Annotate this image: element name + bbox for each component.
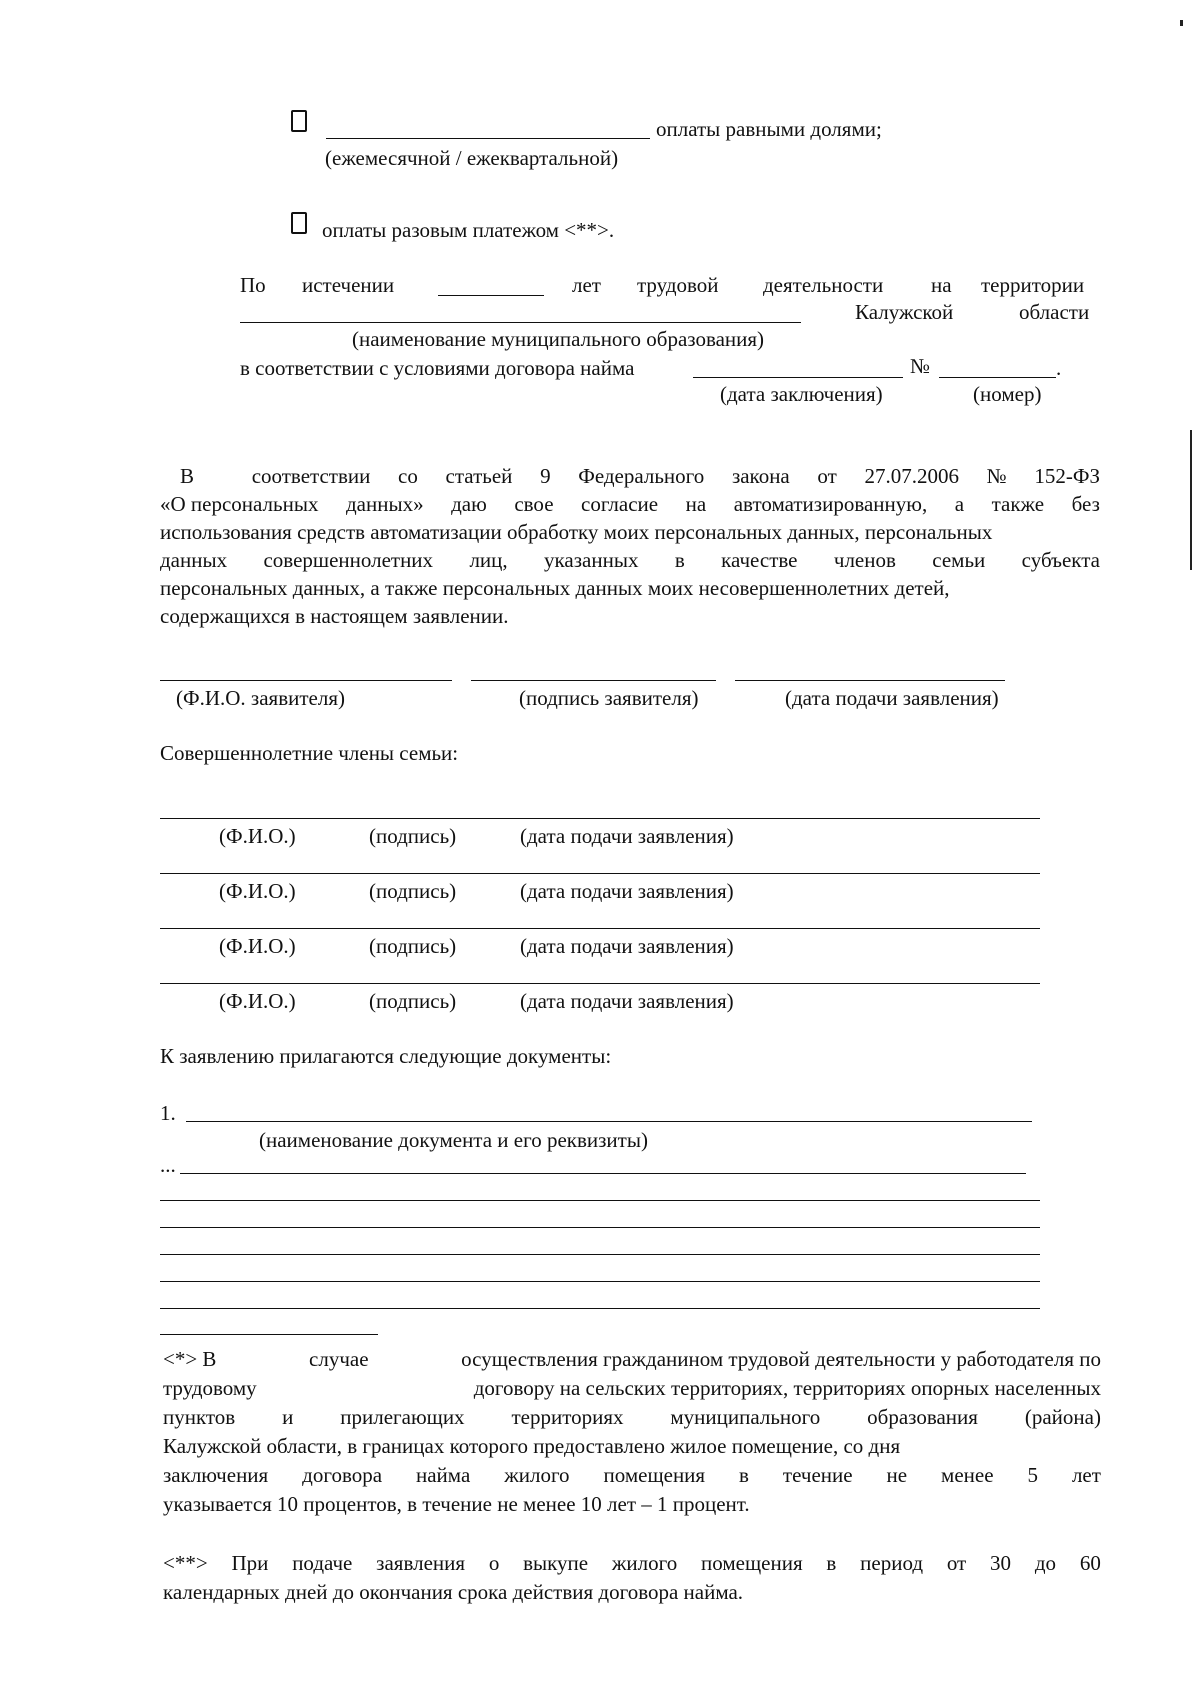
attachment-1-hint: (наименование документа и его реквизиты) <box>259 1128 648 1152</box>
term-word-oblasti: области <box>1019 300 1090 324</box>
footnote-1-line-4: Калужской области, в границах которого предоставлено жилое помещение, со дня <box>163 1434 901 1458</box>
term-word-trudovoy: трудовой <box>637 273 719 297</box>
footnote-1-line-1: <*> В случае осуществления гражданином трудовой деятельности у работодателя по <box>163 1347 1101 1371</box>
scan-dot-mark <box>1180 20 1183 26</box>
term-word-kaluzhskoy: Калужской <box>855 300 954 324</box>
attachment-field[interactable] <box>160 1308 1040 1309</box>
family-member-line[interactable] <box>160 818 1040 819</box>
footnote-1-line-6: указывается 10 процентов, в течение не менее 10 лет – 1 процент. <box>163 1492 750 1516</box>
contract-number-field[interactable] <box>939 377 1056 378</box>
family-sign-label: (подпись) <box>369 824 457 848</box>
footnote-1-line-3: пунктов и прилегающих территориях муниципального образования (района) <box>163 1405 1101 1429</box>
attachment-field[interactable] <box>160 1281 1040 1282</box>
family-sign-label: (подпись) <box>369 934 457 958</box>
family-sign-label: (подпись) <box>369 879 457 903</box>
attachment-ellipsis: ... <box>160 1153 176 1177</box>
attachment-field[interactable] <box>160 1200 1040 1201</box>
footnote-1-line-2: трудовому договору на сельских территориях, территориях опорных населенных <box>163 1376 1101 1400</box>
consent-line-1: В соответствии со статьей 9 Федерального закона от 27.07.2006 № 152-ФЗ <box>180 464 1100 488</box>
applicant-signature-field[interactable] <box>471 680 716 681</box>
scan-margin-mark <box>1190 430 1192 570</box>
contract-text: в соответствии с условиями договора найма <box>240 356 635 380</box>
consent-line-3: использования средств автоматизации обработку моих персональных данных, персональных <box>160 520 993 544</box>
payment-lump-sum-checkbox[interactable] <box>291 212 307 234</box>
attachment-field[interactable] <box>160 1227 1040 1228</box>
family-date-label: (дата подачи заявления) <box>520 824 734 848</box>
attachment-1-number: 1. <box>160 1101 176 1125</box>
family-fio-label: (Ф.И.О.) <box>219 934 296 958</box>
term-word-na: на <box>931 273 952 297</box>
applicant-date-label: (дата подачи заявления) <box>785 686 999 710</box>
municipality-hint: (наименование муниципального образования) <box>352 327 765 351</box>
attachment-field[interactable] <box>160 1254 1040 1255</box>
applicant-signature-label: (подпись заявителя) <box>519 686 699 710</box>
payment-installments-checkbox[interactable] <box>291 110 307 132</box>
family-fio-label: (Ф.И.О.) <box>219 824 296 848</box>
footnote-2-line-1: <**> При подаче заявления о выкупе жилого помещения в период от 30 до 60 <box>163 1551 1101 1575</box>
family-sign-label: (подпись) <box>369 989 457 1013</box>
consent-line-5: персональных данных, а также персональных данных моих несовершеннолетних детей, <box>160 576 950 600</box>
applicant-date-field[interactable] <box>735 680 1005 681</box>
municipality-name-field[interactable] <box>240 322 801 323</box>
footnote-2-line-2: календарных дней до окончания срока действия договора найма. <box>163 1580 744 1604</box>
family-member-line[interactable] <box>160 873 1040 874</box>
family-date-label: (дата подачи заявления) <box>520 934 734 958</box>
payment-lump-sum-label: оплаты разовым платежом <**>. <box>322 218 615 242</box>
consent-line-2: «О персональных данных» даю свое согласие на автоматизированную, а также без <box>160 492 1100 516</box>
attachments-title: К заявлению прилагаются следующие документы: <box>160 1044 612 1068</box>
years-count-field[interactable] <box>438 295 544 296</box>
attachment-field[interactable] <box>180 1173 1026 1174</box>
consent-line-6: содержащихся в настоящем заявлении. <box>160 604 509 628</box>
footnote-separator <box>160 1334 378 1335</box>
family-member-line[interactable] <box>160 928 1040 929</box>
installments-period-field[interactable] <box>326 138 650 139</box>
contract-date-hint: (дата заключения) <box>720 382 883 406</box>
attachment-1-field[interactable] <box>186 1121 1032 1122</box>
family-fio-label: (Ф.И.О.) <box>219 879 296 903</box>
family-date-label: (дата подачи заявления) <box>520 879 734 903</box>
applicant-fio-field[interactable] <box>160 680 452 681</box>
payment-installments-label: оплаты равными долями; <box>656 117 882 141</box>
applicant-fio-label: (Ф.И.О. заявителя) <box>176 686 345 710</box>
footnote-1-line-5: заключения договора найма жилого помещения в течение не менее 5 лет <box>163 1463 1101 1487</box>
term-word-istechenii: истечении <box>302 273 395 297</box>
family-fio-label: (Ф.И.О.) <box>219 989 296 1013</box>
term-word-po: По <box>240 273 266 297</box>
term-word-territorii: территории <box>981 273 1085 297</box>
contract-period: . <box>1056 356 1062 380</box>
family-date-label: (дата подачи заявления) <box>520 989 734 1013</box>
payment-installments-hint: (ежемесячной / ежеквартальной) <box>325 146 619 170</box>
term-word-deyatelnosti: деятельности <box>763 273 884 297</box>
term-word-let: лет <box>572 273 601 297</box>
contract-date-field[interactable] <box>693 377 903 378</box>
number-sign: № <box>910 354 931 378</box>
family-member-line[interactable] <box>160 983 1040 984</box>
contract-number-hint: (номер) <box>973 382 1042 406</box>
consent-line-4: данных совершеннолетних лиц, указанных в качестве членов семьи субъекта <box>160 548 1100 572</box>
family-section-title: Совершеннолетние члены семьи: <box>160 741 459 765</box>
